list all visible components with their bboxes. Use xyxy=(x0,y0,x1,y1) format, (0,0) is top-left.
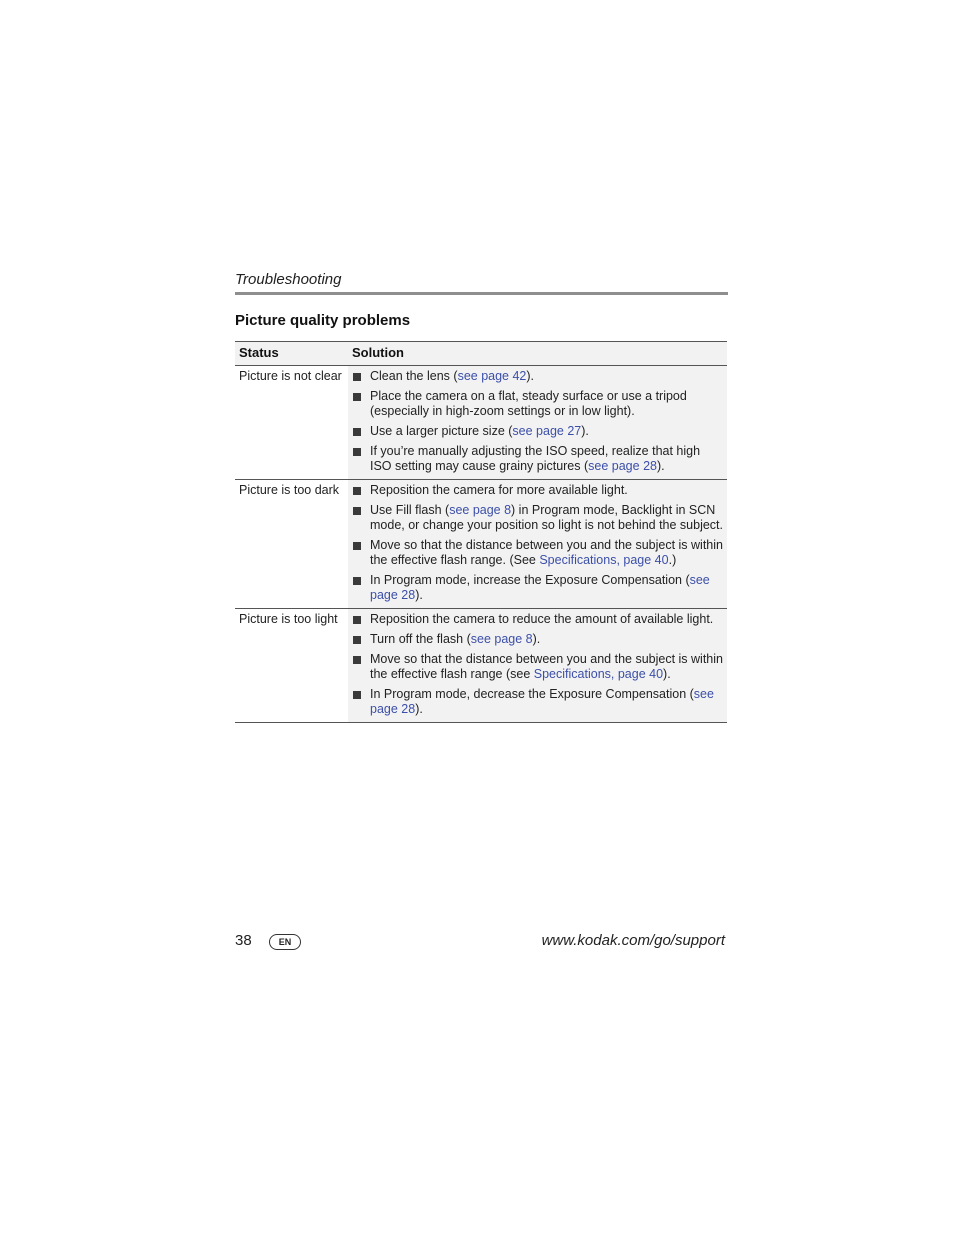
solution-text: Use Fill flash ( xyxy=(370,503,450,517)
solution-list xyxy=(352,483,723,603)
solution-text-suffix: ). xyxy=(581,424,589,438)
solution-text: Clean the lens ( xyxy=(370,369,458,383)
solution-list xyxy=(352,369,723,474)
solution-text-suffix: ). xyxy=(532,632,541,646)
solution-text: Place the camera on a flat, steady surface or use a tripod (especially in high-zoom settings or in low light). xyxy=(370,389,687,418)
solution-cell xyxy=(348,480,727,609)
solution-list xyxy=(352,612,723,717)
solution-item xyxy=(352,632,723,647)
solution-item xyxy=(352,612,723,627)
solution-text: Turn off the flash ( xyxy=(370,632,471,646)
square-bullet-icon xyxy=(353,428,361,436)
solution-item xyxy=(352,483,723,498)
square-bullet-icon xyxy=(353,393,361,401)
solution-item xyxy=(352,424,723,439)
solution-text-suffix: ). xyxy=(415,702,423,716)
support-url[interactable]: www.kodak.com/go/support xyxy=(541,932,725,949)
page-reference-link[interactable]: see page 8 xyxy=(470,632,533,646)
section-divider xyxy=(235,292,728,295)
column-header-status: Status xyxy=(235,342,348,366)
section-title: Troubleshooting xyxy=(235,271,342,288)
solution-text: In Program mode, decrease the Exposure Compensation ( xyxy=(370,687,694,701)
page-reference-link[interactable]: see page 28 xyxy=(370,687,714,716)
solution-item xyxy=(352,687,723,717)
solution-text-suffix: ) in Program mode, Backlight in SCN mode, or change your position so light is not behind the subject. xyxy=(370,503,723,532)
table-row xyxy=(235,480,727,609)
solution-text: Reposition the camera to reduce the amount of available light. xyxy=(370,612,714,626)
page-reference-link[interactable]: see page 28 xyxy=(370,573,710,602)
troubleshooting-table xyxy=(235,341,727,723)
page-title: Picture quality problems xyxy=(235,312,411,329)
page-reference-link[interactable]: see page 28 xyxy=(588,459,657,473)
square-bullet-icon xyxy=(353,691,361,699)
solution-text: Move so that the distance between you and the subject is within the effective flash range (see xyxy=(370,652,723,681)
square-bullet-icon xyxy=(353,616,361,624)
square-bullet-icon xyxy=(353,373,361,381)
status-cell: Picture is too light xyxy=(235,609,348,723)
troubleshooting-table-container xyxy=(235,341,727,723)
solution-text-suffix: ). xyxy=(415,588,423,602)
solution-text: If you’re manually adjusting the ISO speed, realize that high ISO setting may cause grainy pictures ( xyxy=(370,444,701,473)
page-reference-link[interactable]: see page 42 xyxy=(457,369,527,383)
language-badge: EN xyxy=(269,934,301,950)
square-bullet-icon xyxy=(353,542,361,550)
square-bullet-icon xyxy=(353,448,361,456)
square-bullet-icon xyxy=(353,636,361,644)
table-row xyxy=(235,366,727,480)
column-header-solution: Solution xyxy=(348,342,727,366)
solution-text-suffix: ). xyxy=(526,369,535,383)
page-reference-link[interactable]: see page 8 xyxy=(449,503,512,517)
square-bullet-icon xyxy=(353,577,361,585)
solution-text-suffix: .) xyxy=(668,553,677,567)
square-bullet-icon xyxy=(353,656,361,664)
solution-text-suffix: ). xyxy=(656,459,665,473)
square-bullet-icon xyxy=(353,487,361,495)
table-row xyxy=(235,609,727,723)
status-cell: Picture is not clear xyxy=(235,366,348,480)
solution-text: Use a larger picture size ( xyxy=(370,424,513,438)
page-reference-link[interactable]: Specifications, page 40 xyxy=(533,667,664,681)
solution-text: Reposition the camera for more available light. xyxy=(370,483,628,497)
solution-cell xyxy=(348,609,727,723)
solution-text: In Program mode, increase the Exposure Compensation ( xyxy=(370,573,690,587)
solution-item xyxy=(352,389,723,419)
solution-text-suffix: ). xyxy=(663,667,671,681)
page-number: 38 xyxy=(235,932,252,949)
solution-text: Move so that the distance between you and the subject is within the effective flash range. (See xyxy=(370,538,723,567)
table-header-row xyxy=(235,342,727,366)
table-body xyxy=(235,366,727,723)
solution-item xyxy=(352,652,723,682)
page-reference-link[interactable]: Specifications, page 40 xyxy=(539,553,669,567)
solution-item xyxy=(352,503,723,533)
square-bullet-icon xyxy=(353,507,361,515)
solution-item xyxy=(352,444,723,474)
solution-item xyxy=(352,538,723,568)
solution-item xyxy=(352,573,723,603)
status-cell: Picture is too dark xyxy=(235,480,348,609)
solution-cell xyxy=(348,366,727,480)
solution-item xyxy=(352,369,723,384)
page-reference-link[interactable]: see page 27 xyxy=(512,424,582,438)
